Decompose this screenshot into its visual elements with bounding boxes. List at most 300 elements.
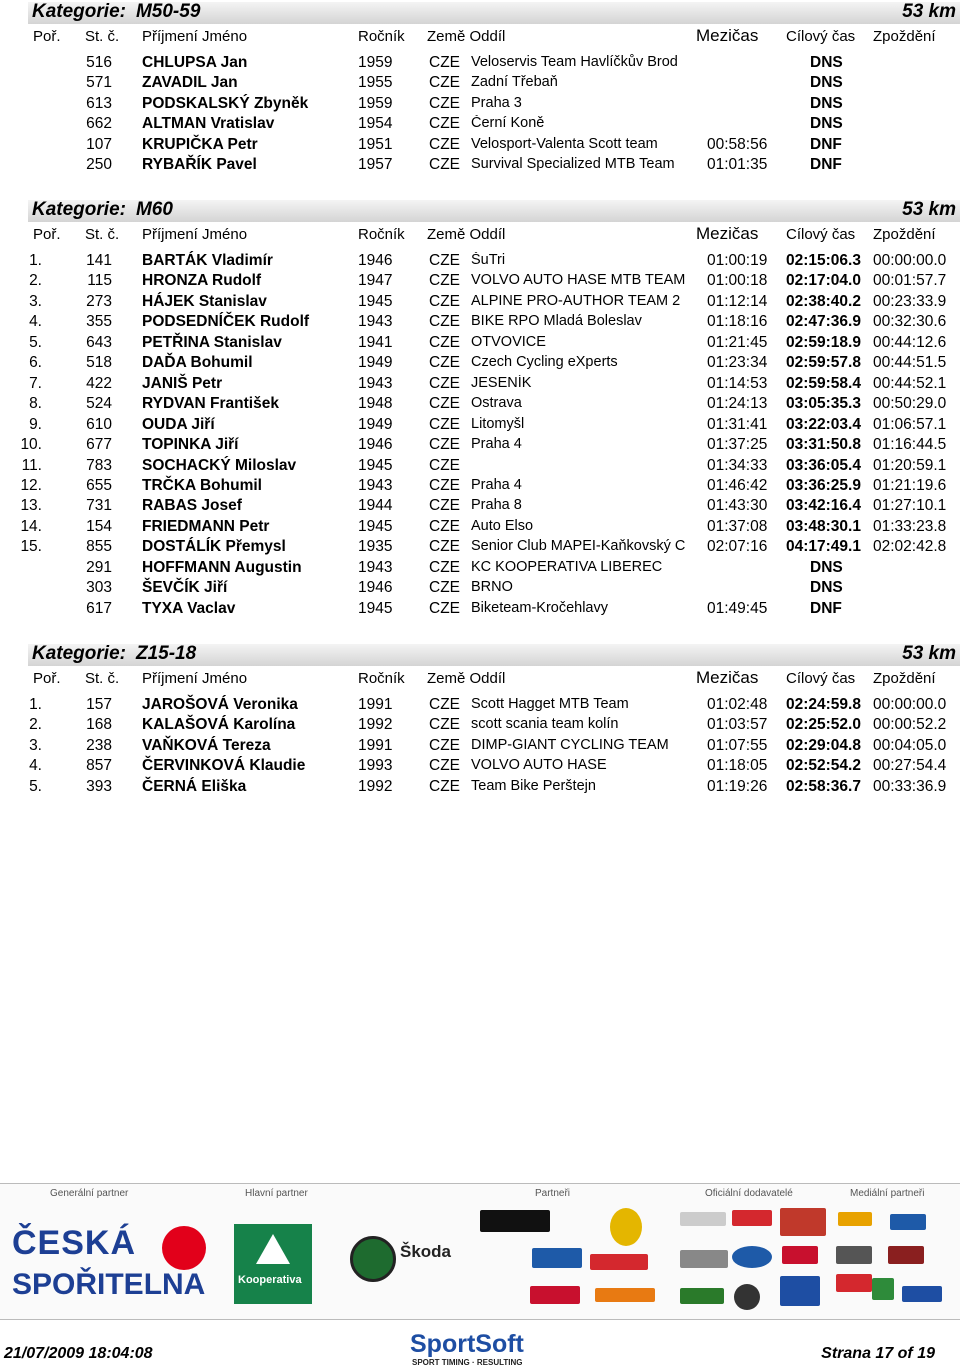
cell-oddil: Praha 4 [471,476,522,493]
cell-oddil: ALPINE PRO-AUTHOR TEAM 2 [471,292,681,309]
cell-rocnik: 1959 [358,94,393,112]
cell-mezicas: 01:14:53 [707,374,768,392]
cell-rocnik: 1945 [358,599,393,617]
column-header-name: Příjmení Jméno [142,670,248,687]
cell-zeme: CZE [429,135,460,153]
partner-logos-band [0,1183,960,1320]
cell-cilovy: 02:59:18.9 [786,333,861,351]
cell-zpozdeni: 00:27:54.4 [873,757,947,775]
cell-name: PODSEDNÍČEK Rudolf [142,313,310,331]
cell-por: 1. [29,696,42,713]
cell-name: JAROŠOVÁ Veronika [142,696,298,713]
cell-cilovy: 02:59:57.8 [786,354,861,372]
status-badge: DNS [810,579,843,597]
cell-mezicas: 01:12:14 [707,292,768,310]
ct4-logo [872,1278,894,1300]
cell-mezicas: 02:07:16 [707,538,768,556]
beton-logo [732,1210,772,1226]
cell-cilovy: 03:05:35.3 [786,395,861,413]
cell-oddil: Litomyšl [471,415,525,432]
cell-mezicas: 01:37:08 [707,517,768,535]
cell-rocnik: 1943 [358,476,393,494]
column-header-zpozdeni: Zpoždění [873,226,936,243]
cell-rocnik: 1959 [358,54,393,71]
column-header-zeme-oddil: Země Oddíl [427,226,506,243]
cell-name: ČERVINKOVÁ Klaudie [142,757,306,775]
cell-oddil: Zadní Třebaň [471,74,558,91]
cell-oddil: Auto Elso [471,517,534,534]
cell-rocnik: 1945 [358,456,393,474]
cell-oddil: VOLVO AUTO HASE [471,757,607,774]
table-row [0,517,960,537]
cell-st: 154 [86,517,112,535]
cell-zeme: CZE [429,272,460,290]
column-header-rocnik: Ročník [358,28,405,45]
table-row [0,496,960,516]
cell-rocnik: 1992 [358,777,393,795]
cell-name: ČERNÁ Eliška [142,777,247,795]
cell-mezicas: 01:01:35 [707,156,768,174]
cell-cilovy: 04:17:49.1 [786,538,861,556]
agnesi-logo [780,1276,820,1306]
category-name: Z15-18 [135,643,197,664]
cell-name: ZAVADIL Jan [142,74,238,92]
cell-name: ALTMAN Vratislav [142,115,275,133]
cell-name: TRČKA Bohumil [142,476,262,494]
cell-st: 655 [86,476,112,494]
column-header-zpozdeni: Zpoždění [873,670,936,687]
cell-name: BARTÁK Vladimír [142,252,273,269]
category-label: Kategorie: [32,199,126,220]
cell-zeme: CZE [429,74,460,92]
cell-zeme: CZE [429,456,460,474]
cell-oddil: Velosport-Valenta Scott team [471,135,658,152]
cell-name: DOSTÁLÍK Přemysl [142,538,286,556]
cell-por: 4. [29,757,42,775]
sporitelna-text: SPOŘITELNA [12,1268,206,1301]
cell-name: PETŘINA Stanislav [142,333,282,351]
cell-st: 677 [86,436,112,454]
cell-oddil: Praha 3 [471,94,522,111]
cell-st: 610 [86,415,112,433]
category-distance: 53 km [902,643,956,664]
status-badge: DNS [810,558,843,576]
cell-rocnik: 1951 [358,135,393,153]
cell-por: 13. [20,497,42,515]
table-row [0,271,960,291]
cyklo-logo [836,1274,872,1292]
cell-cilovy: 02:59:58.4 [786,374,861,392]
birell-logo [532,1248,582,1268]
cell-rocnik: 1943 [358,313,393,331]
cell-oddil: KC KOOPERATIVA LIBEREC [471,558,663,575]
cell-rocnik: 1946 [358,436,393,454]
cell-oddil: VOLVO AUTO HASE MTB TEAM [471,272,686,289]
table-row [0,353,960,373]
cell-name: TOPINKA Jiří [142,436,239,454]
main-partner-label: Hlavní partner [245,1188,308,1199]
cell-zpozdeni: 00:00:00.0 [873,252,947,269]
cell-zeme: CZE [429,558,460,576]
cell-zpozdeni: 01:33:23.8 [873,517,947,535]
cell-name: RABAS Josef [142,497,242,515]
cell-st: 273 [86,292,112,310]
cell-zpozdeni: 01:06:57.1 [873,415,947,433]
cell-oddil: Team Bike Perštejn [471,777,596,794]
cell-oddil: OTVOVICE [471,333,546,350]
cell-rocnik: 1949 [358,354,393,372]
sportobchod-logo [595,1288,655,1302]
cell-zeme: CZE [429,374,460,392]
velo-logo [838,1212,872,1226]
cell-name: ŠEVČÍK Jiří [142,579,228,597]
cell-cilovy: 02:17:04.0 [786,272,861,290]
cell-st: 571 [86,74,112,92]
column-header-por: Poř. [33,670,61,687]
ceska-emblem-icon [162,1226,206,1270]
column-header-mezicas: Mezičas [696,668,759,687]
cell-zpozdeni: 01:27:10.1 [873,497,947,515]
category-distance: 53 km [902,199,956,220]
media-logo [888,1246,924,1264]
cell-name: RYBAŘÍK Pavel [142,156,257,174]
cell-name: FRIEDMANN Petr [142,517,270,535]
ball-logo [734,1284,760,1310]
cell-zeme: CZE [429,354,460,372]
cell-mezicas: 01:18:16 [707,313,768,331]
page-number: Strana 17 of 19 [821,1345,935,1362]
cell-por: 6. [29,354,42,372]
table-row [0,715,960,735]
column-header-row [28,668,960,688]
cell-name: VAŇKOVÁ Tereza [142,736,271,754]
cell-rocnik: 1946 [358,252,393,269]
cell-name: CHLUPSA Jan [142,54,248,71]
cell-por: 8. [29,395,42,413]
cell-st: 157 [86,696,112,713]
column-header-por: Poř. [33,28,61,45]
kolo-logo [732,1246,772,1268]
cell-cilovy: 02:58:36.7 [786,777,861,795]
cell-mezicas: 01:18:05 [707,757,768,775]
cell-por: 3. [29,736,42,754]
table-row [0,756,960,776]
column-header-st: St. č. [85,670,120,687]
cell-zeme: CZE [429,757,460,775]
cell-st: 115 [87,272,112,290]
cell-oddil: ŠuTri [471,252,506,268]
cell-por: 11. [21,456,42,474]
cell-rocnik: 1935 [358,538,393,556]
cell-zpozdeni: 01:21:19.6 [873,476,947,494]
cell-por: 7. [29,374,42,392]
cell-por: 15. [20,538,42,556]
table-row [0,155,960,175]
cell-st: 524 [86,395,112,413]
cell-cilovy: 02:29:04.8 [786,736,861,754]
category-title [32,1,200,23]
cell-st: 250 [86,156,112,174]
cell-mezicas: 01:00:19 [707,252,768,269]
cell-zeme: CZE [429,54,460,71]
kofola-logo [782,1246,818,1264]
cell-por: 3. [29,292,42,310]
cell-mezicas: 01:43:30 [707,497,768,515]
cell-rocnik: 1941 [358,333,393,351]
cell-rocnik: 1949 [358,415,393,433]
cell-st: 168 [86,716,112,734]
catering-logo [780,1208,826,1236]
table-row [0,578,960,598]
cell-zpozdeni: 00:44:52.1 [873,374,947,392]
cell-cilovy: 03:48:30.1 [786,517,861,535]
cell-oddil: Senior Club MAPEI-Kaňkovský C [471,538,686,555]
mtbs-logo [836,1246,872,1264]
cell-oddil: Veloservis Team Havlíčkův Brod [471,54,678,70]
cell-name: KALAŠOVÁ Karolína [142,716,296,734]
cell-rocnik: 1954 [358,115,393,133]
cell-name: PODSKALSKÝ Zbyněk [142,94,309,112]
table-row [0,73,960,93]
morella-logo [610,1208,642,1246]
cell-st: 516 [86,54,112,71]
cell-rocnik: 1957 [358,156,393,174]
cell-mezicas: 01:03:57 [707,716,768,734]
cell-name: HÁJEK Stanislav [142,292,267,310]
cell-rocnik: 1943 [358,558,393,576]
cell-zeme: CZE [429,736,460,754]
cell-zeme: CZE [429,292,460,310]
sky-logo [890,1214,926,1230]
cell-zpozdeni: 00:44:12.6 [873,333,947,351]
cell-zeme: CZE [429,777,460,795]
kolar-logo [680,1212,726,1226]
cell-mezicas: 01:19:26 [707,777,768,795]
cell-mezicas: 01:49:45 [707,599,768,617]
cell-oddil: DIMP-GIANT CYCLING TEAM [471,736,669,753]
cell-rocnik: 1943 [358,374,393,392]
cell-por: 2. [29,272,42,290]
cell-zpozdeni: 00:44:51.5 [873,354,947,372]
ceska-text: ČESKÁ [12,1224,137,1262]
table-row [0,312,960,332]
cell-st: 291 [86,558,112,576]
cell-zeme: CZE [429,538,460,556]
cell-zpozdeni: 00:33:36.9 [873,777,947,795]
cell-oddil: Černí Koně [471,115,545,132]
partner-logo-grid [470,1206,952,1314]
cell-zpozdeni: 00:00:00.0 [873,696,947,713]
table-row [0,292,960,312]
cell-zpozdeni: 00:32:30.6 [873,313,947,331]
cell-zeme: CZE [429,94,460,112]
status-badge: DNS [810,94,843,112]
cell-st: 857 [86,757,112,775]
table-row [0,558,960,578]
cell-name: OUDA Jiří [142,415,215,433]
table-row [0,114,960,134]
table-row [0,476,960,496]
cell-oddil: BIKE RPO Mladá Boleslav [471,313,642,330]
cell-zpozdeni: 00:01:57.7 [873,272,947,290]
table-row [0,435,960,455]
column-header-st: St. č. [85,226,120,243]
sportsoft-subtext: SPORT TIMING · RESULTING [412,1358,523,1367]
cell-name: DAĎA Bohumil [142,354,253,372]
cell-st: 303 [86,579,112,597]
cell-oddil: Czech Cycling eXperts [471,354,618,371]
cell-oddil: Biketeam-Kročehlavy [471,599,608,616]
cell-zeme: CZE [429,313,460,331]
category-name: M50-59 [135,1,201,22]
category-distance: 53 km [902,1,956,22]
cell-oddil: BRNO [471,579,513,596]
sportsoft-logo [410,1332,550,1368]
table-row [0,135,960,155]
official-suppliers-label: Oficiální dodavatelé [705,1188,793,1199]
cell-mezicas: 01:37:25 [707,436,768,454]
cell-oddil: JESENÍK [471,374,532,391]
skoda-text: Škoda [400,1242,452,1261]
skoda-logo [350,1232,450,1292]
table-row [0,599,960,619]
cell-st: 643 [86,333,112,351]
cell-mezicas: 01:31:41 [707,415,768,433]
column-header-name: Příjmení Jméno [142,28,248,45]
status-badge: DNS [810,115,843,133]
cell-zpozdeni: 01:16:44.5 [873,436,947,454]
table-row [0,374,960,394]
cell-st: 107 [86,135,112,153]
column-header-rocnik: Ročník [358,670,405,687]
cell-cilovy: 03:36:05.4 [786,456,861,474]
cell-rocnik: 1946 [358,579,393,597]
sportsoft-text: SportSoft [410,1330,524,1358]
column-header-zeme-oddil: Země Oddíl [427,28,506,45]
ceska-sporitelna-logo [12,1224,222,1309]
cell-st: 613 [86,94,112,112]
cell-st: 422 [86,374,112,392]
cell-zpozdeni: 00:23:33.9 [873,292,947,310]
table-row [0,695,960,715]
category-label: Kategorie: [32,643,126,664]
status-badge: DNF [810,135,842,153]
cell-st: 855 [86,538,112,556]
cell-por: 2. [29,716,42,734]
column-header-row [28,224,960,244]
cell-oddil: Praha 4 [471,436,522,453]
cell-por: 5. [29,333,42,351]
column-header-cilovy: Cílový čas [786,226,856,243]
cell-rocnik: 1991 [358,736,393,754]
rubena-logo [530,1286,580,1304]
cell-zeme: CZE [429,497,460,515]
column-header-por: Poř. [33,226,61,243]
column-header-zpozdeni: Zpoždění [873,28,936,45]
cell-rocnik: 1991 [358,696,393,713]
table-row [0,415,960,435]
cell-mezicas: 00:58:56 [707,135,768,153]
cell-por: 9. [29,415,42,433]
cell-st: 355 [86,313,112,331]
cell-mezicas: 01:34:33 [707,456,768,474]
cell-st: 238 [86,736,112,754]
table-row [0,251,960,271]
category-name: M60 [135,199,173,220]
cell-mezicas: 01:23:34 [707,354,768,372]
column-header-rocnik: Ročník [358,226,405,243]
cell-zeme: CZE [429,395,460,413]
cell-oddil: Praha 8 [471,497,522,514]
column-header-row [28,26,960,46]
cell-name: HRONZA Rudolf [142,272,262,290]
cell-name: SOCHACKÝ Miloslav [142,456,297,474]
cell-por: 10. [20,436,42,454]
amino-star-logo [590,1254,648,1270]
cell-rocnik: 1944 [358,497,393,515]
nohavica-logo [680,1250,728,1268]
cell-por: 4. [29,313,42,331]
cell-rocnik: 1945 [358,292,393,310]
cell-mezicas: 01:02:48 [707,696,768,713]
cell-cilovy: 02:47:36.9 [786,313,861,331]
skoda-wheel-icon [350,1236,396,1282]
cell-rocnik: 1947 [358,272,393,290]
category-label: Kategorie: [32,1,126,22]
cell-st: 662 [86,115,112,133]
cell-rocnik: 1992 [358,716,393,734]
cell-oddil: Scott Hagget MTB Team [471,696,629,712]
cell-st: 141 [86,252,112,269]
column-header-zeme-oddil: Země Oddíl [427,670,506,687]
cell-zeme: CZE [429,476,460,494]
kooperativa-text: Kooperativa [238,1274,302,1286]
table-row [0,777,960,797]
cell-rocnik: 1955 [358,74,393,92]
cell-cilovy: 02:24:59.8 [786,696,861,713]
status-badge: DNS [810,54,843,71]
cell-oddil: Survival Specialized MTB Team [471,156,675,173]
column-header-mezicas: Mezičas [696,224,759,243]
column-header-mezicas: Mezičas [696,26,759,45]
table-row [0,94,960,114]
table-row [0,456,960,476]
cell-st: 518 [86,354,112,372]
cell-zeme: CZE [429,517,460,535]
cell-zpozdeni: 02:02:42.8 [873,538,947,556]
cell-mezicas: 01:00:18 [707,272,768,290]
cell-name: KRUPIČKA Petr [142,135,258,153]
cell-cilovy: 02:52:54.2 [786,757,861,775]
cell-st: 393 [86,777,112,795]
cell-por: 1. [29,252,42,269]
cell-name: JANIŠ Petr [142,374,223,392]
kooperativa-logo [234,1224,312,1304]
cell-st: 783 [86,456,112,474]
cell-mezicas: 01:21:45 [707,333,768,351]
cell-rocnik: 1948 [358,395,393,413]
cell-rocnik: 1993 [358,757,393,775]
cell-zeme: CZE [429,333,460,351]
cell-mezicas: 01:46:42 [707,476,768,494]
cell-zeme: CZE [429,599,460,617]
kooperativa-triangle-icon [256,1234,290,1264]
bike-serv-logo [680,1288,724,1304]
cell-cilovy: 03:36:25.9 [786,476,861,494]
cell-por: 5. [29,777,42,795]
cell-zeme: CZE [429,436,460,454]
category-title [32,199,173,221]
